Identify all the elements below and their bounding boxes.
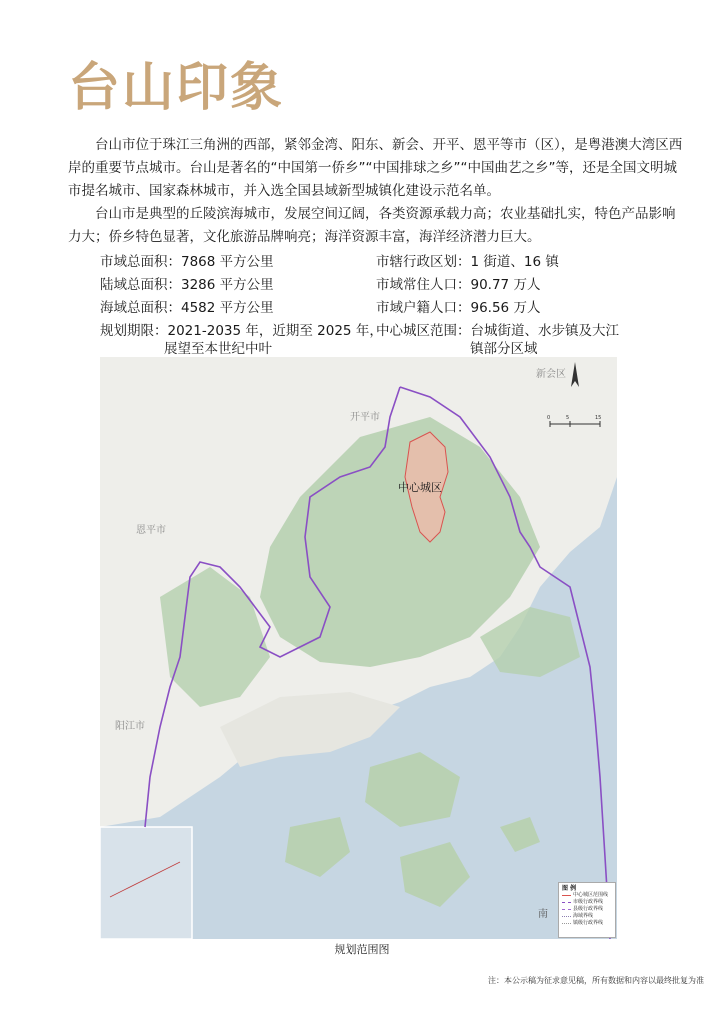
stat-label: 市域常住人口： xyxy=(376,277,471,293)
stat-value: 96.56 万人 xyxy=(470,300,541,316)
stat-resident-pop xyxy=(376,274,540,297)
scale-label-end: 15 xyxy=(595,415,602,421)
stat-label: 规划期限： xyxy=(100,323,168,339)
stat-value: 3286 平方公里 xyxy=(181,277,274,293)
label-yangjiang: 阳江市 xyxy=(115,721,145,732)
stat-sea-area xyxy=(100,297,274,320)
scale-label-start: 0 xyxy=(547,415,551,421)
intro-paragraph-2: 台山市是典型的丘陵滨海城市，发展空间辽阔，各类资源承载力高；农业基础扎实，特色产品影响力大；侨乡特色显著，文化旅游品牌响亮；海洋资源丰富，海洋经济潜力巨大。 xyxy=(68,206,676,245)
legend-swatch xyxy=(562,895,571,896)
stat-admin-divisions xyxy=(376,251,559,274)
stat-value: 台城街道、水步镇及大江 xyxy=(470,323,619,339)
stat-value: 1 街道、16 镇 xyxy=(470,254,559,270)
legend-item-label: 市级行政界线 xyxy=(573,899,604,905)
stat-label: 海域总面积： xyxy=(100,300,181,316)
stat-label: 市域总面积： xyxy=(100,254,181,270)
map-inset xyxy=(100,827,192,939)
legend-swatch xyxy=(562,916,571,917)
stat-total-area xyxy=(100,251,274,274)
stat-label: 陆域总面积： xyxy=(100,277,181,293)
stat-plan-period-cont: 展望至本世纪中叶 xyxy=(164,341,272,357)
label-sea-mark: 南 xyxy=(538,909,548,920)
label-central-city: 中心城区 xyxy=(398,481,442,494)
page-title: 台山印象 xyxy=(68,58,285,118)
legend-item-label: 镇级行政界线 xyxy=(573,920,604,926)
legend-title: 图 例 xyxy=(562,885,577,892)
stat-value: 7868 平方公里 xyxy=(181,254,274,270)
scale-label-mid: 5 xyxy=(566,415,570,421)
legend-item-label: 县级行政界线 xyxy=(573,906,604,912)
map-svg xyxy=(100,357,617,939)
label-enping: 恩平市 xyxy=(136,525,166,536)
legend-item xyxy=(562,899,612,906)
label-xinhui: 新会区 xyxy=(536,369,566,380)
planning-map xyxy=(100,357,617,939)
legend-item xyxy=(562,920,612,927)
stat-label: 中心城区范围： xyxy=(376,323,471,339)
label-kaiping: 开平市 xyxy=(350,412,380,423)
stat-value: 4582 平方公里 xyxy=(181,300,274,316)
legend-swatch xyxy=(562,902,571,903)
stat-land-area xyxy=(100,274,274,297)
legend-item xyxy=(562,913,612,920)
legend-item-label: 中心城区范围线 xyxy=(573,892,609,898)
map-caption: 规划范围图 xyxy=(334,943,390,956)
stat-label: 市辖行政区划： xyxy=(376,254,471,270)
legend-swatch xyxy=(562,923,571,924)
stat-label: 市域户籍人口： xyxy=(376,300,471,316)
legend-swatch xyxy=(562,909,571,910)
stat-value: 90.77 万人 xyxy=(470,277,541,293)
stat-central-area-cont: 镇部分区域 xyxy=(470,341,538,357)
legend-item xyxy=(562,892,612,899)
intro-paragraph-1: 台山市位于珠江三角洲的西部，紧邻金湾、阳东、新会、开平、恩平等市（区），是粤港澳大湾区西岸的重要节点城市。台山是著名的“中国第一侨乡”“中国排球之乡”“中国曲艺之乡”等，还是全国文明城市提名城市、国家森林城市，并入选全国县域新型城镇化建设示范名单。 xyxy=(68,137,683,199)
legend-item xyxy=(562,906,612,913)
legend-item-label: 海域界线 xyxy=(573,913,594,919)
stat-registered-pop xyxy=(376,297,540,320)
stat-value: 2021-2035 年，近期至 2025 年， xyxy=(167,323,383,339)
footnote: 注：本公示稿为征求意见稿，所有数据和内容以最终批复为准 xyxy=(488,976,704,985)
map-legend xyxy=(558,882,616,938)
